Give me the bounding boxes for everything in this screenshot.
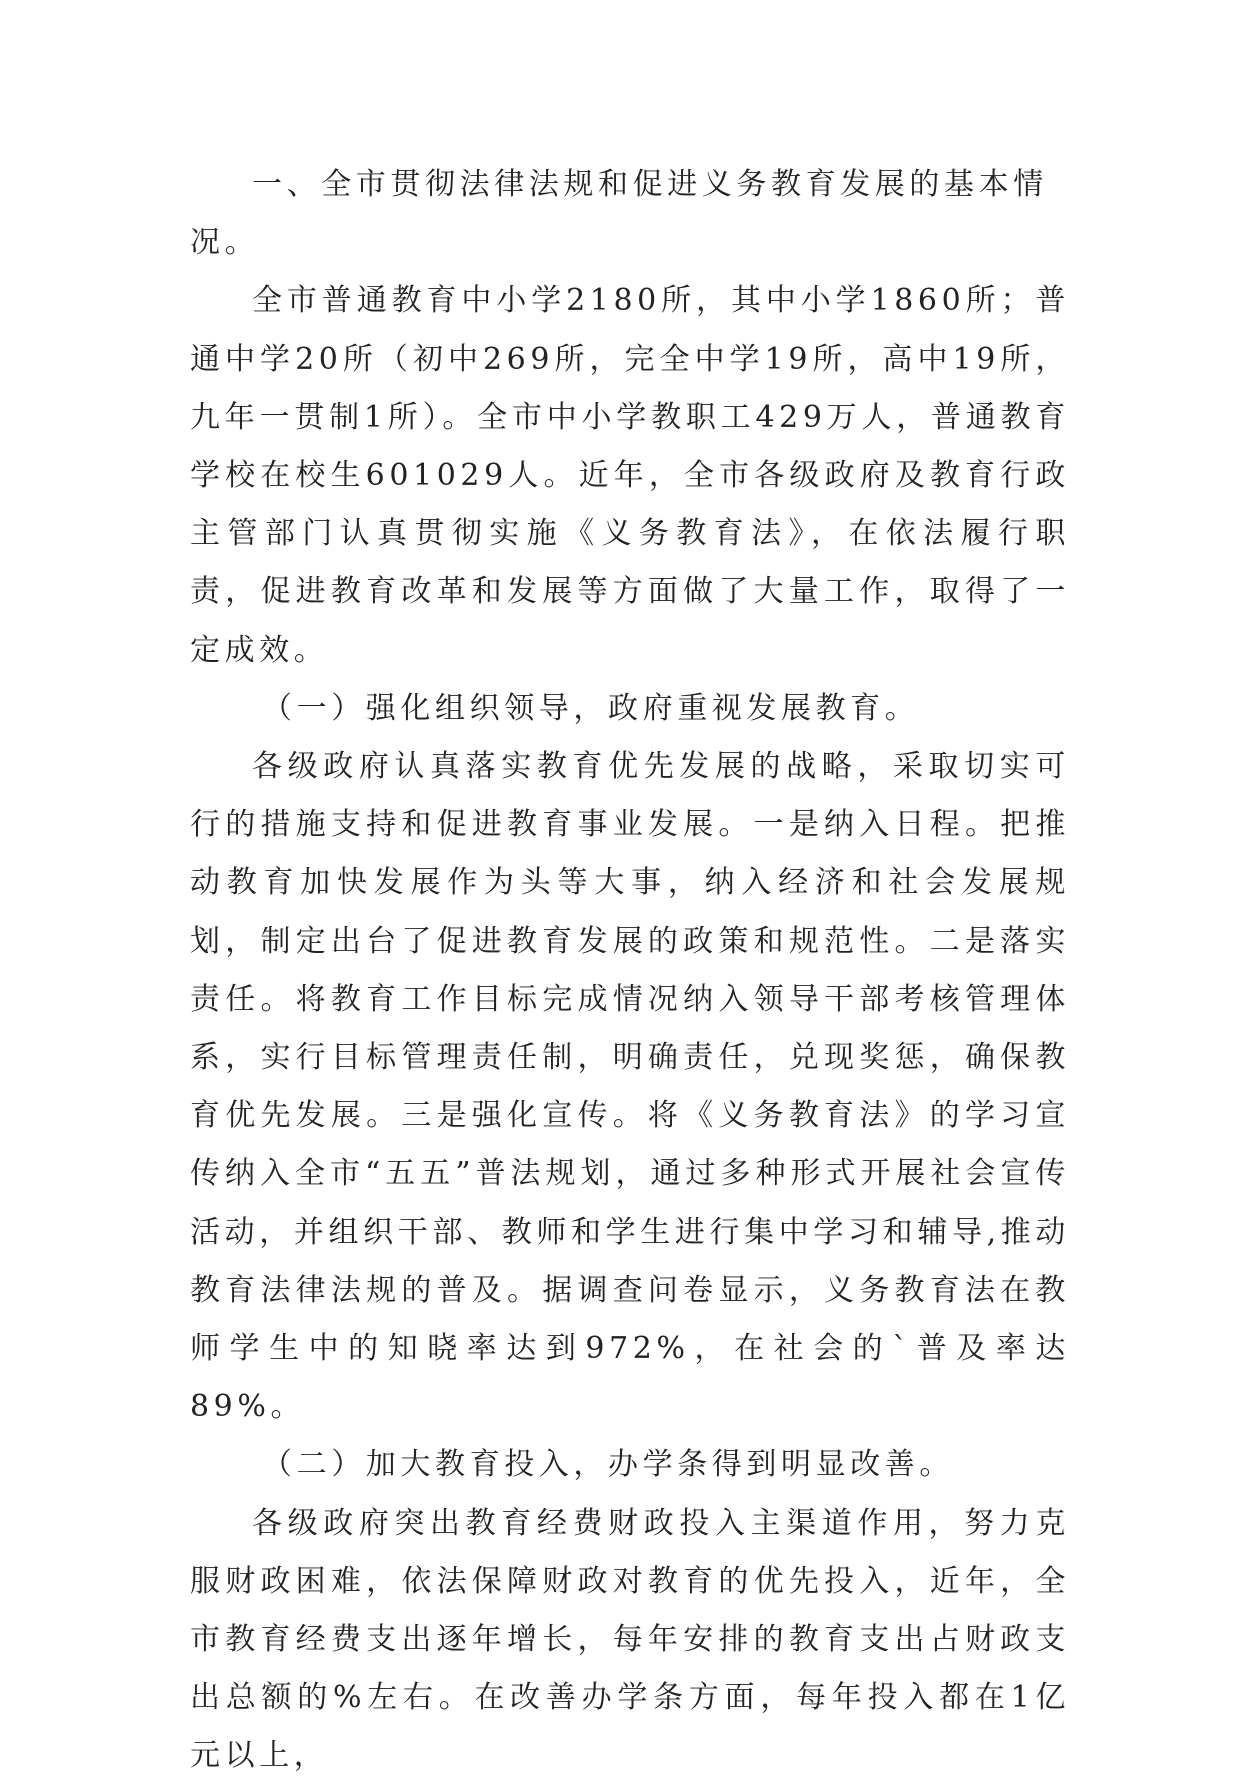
paragraph-organization: 各级政府认真落实教育优先发展的战略，采取切实可行的措施支持和促进教育事业发展。一是纳入日程。把推动教育加快发展作为头等大事，纳入经济和社会发展规划，制定出台了促进教育发展的政策和规范性。二是落实责任。将教育工作目标完成情况纳入领导干部考核管理体系，实行目标管理责任制，明确责任，兑现奖惩，确保教育优先发展。三是强化宣传。将《义务教育法》的学习宣传纳入全市“五五”普法规划，通过多种形式开展社会宣传活动，并组织干部、教师和学生进行集中学习和辅导,推动教育法律法规的普及。据调查问卷显示，义务教育法在教师学生中的知晓率达到972%，在社会的`普及率达89%。 (190, 749, 1070, 1425)
document-body (190, 156, 1070, 1786)
subsection-heading-organization: （一）强化组织领导，政府重视发展教育。 (262, 690, 920, 726)
section-heading: 一、全市贯彻法律法规和促进义务教育发展的基本情况。 (190, 167, 1048, 261)
paragraph-basic-situation: 全市普通教育中小学2180所，其中小学1860所；普通中学20所（初中269所，完全中学19所，高中19所，九年一贯制1所）。全市中小学教职工429万人，普通教育学校在校生601029人。近年，全市各级政府及教育行政主管部门认真贯彻实施《义务教育法》，在依法履行职责，促进教育改革和发展等方面做了大量工作，取得了一定成效。 (190, 283, 1070, 668)
paragraph-investment: 各级政府突出教育经费财政投入主渠道作用，努力克服财政困难，依法保障财政对教育的优先投入，近年，全市教育经费支出逐年增长，每年安排的教育支出占财政支出总额的%左右。在改善办学条方面，每年投入都在1亿元以上， (190, 1505, 1070, 1774)
subsection-heading-investment: （二）加大教育投入，办学条得到明显改善。 (262, 1447, 954, 1483)
